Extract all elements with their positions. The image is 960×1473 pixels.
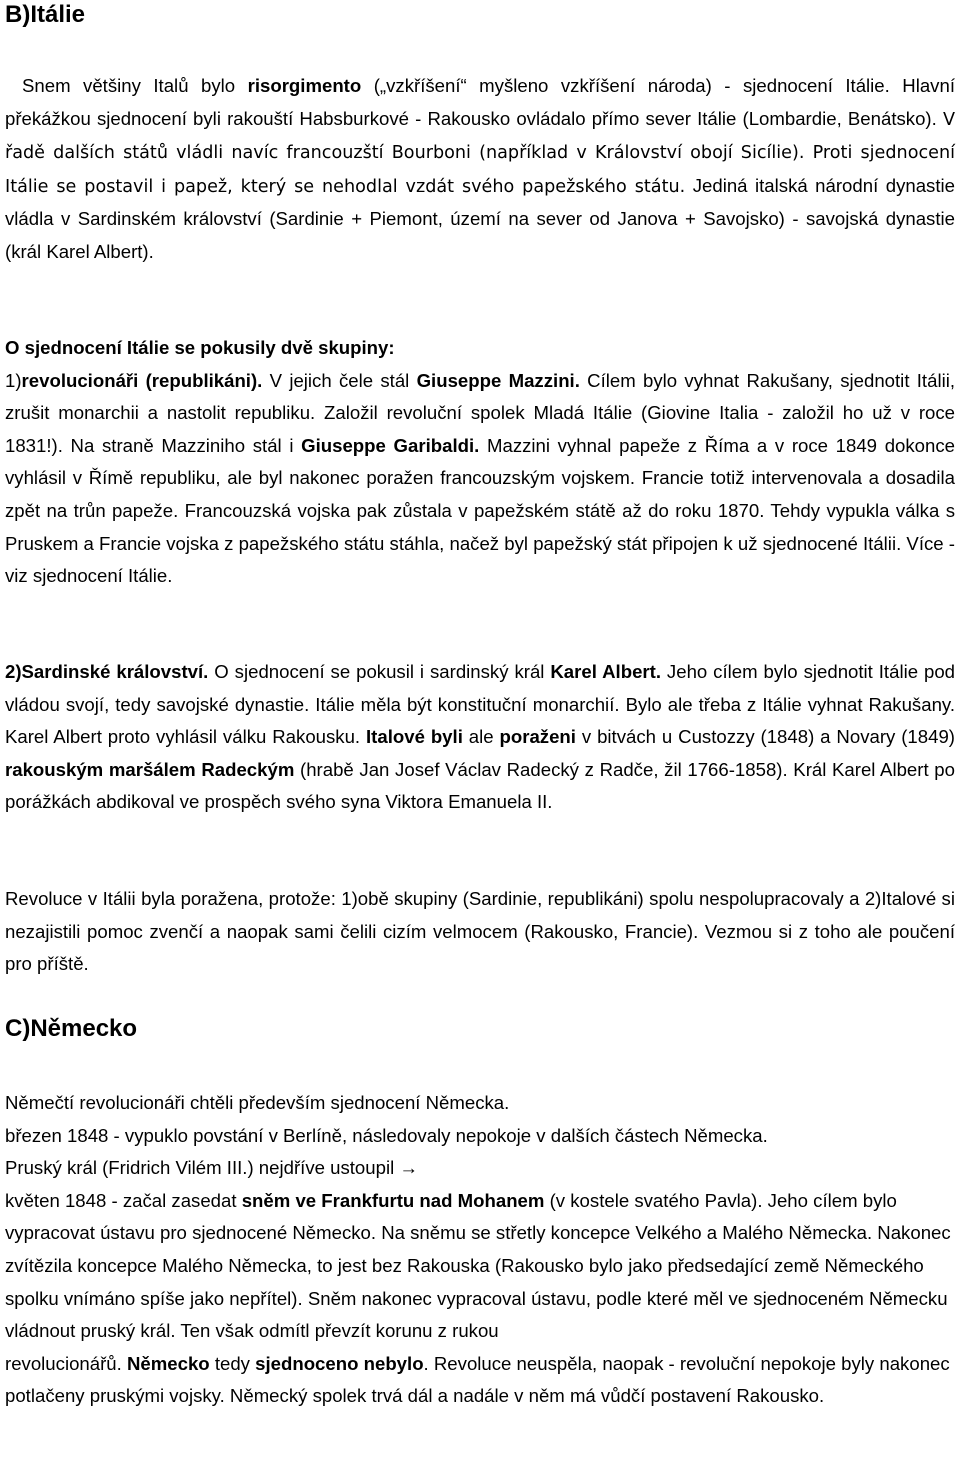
text-run: březen 1848 - vypuklo povstání v Berlíně, následovaly nepokoje v dalších částech Německa. xyxy=(5,1124,768,1146)
text-run: („vzkříšení“ myšleno vzkříšení národa) - sjednocení Itálie. Hlavní překážkou sjednocení byli rakouští Habsburkové - Rakousko ovládalo přímo sever Itálie (Lombardie, Benátsko). xyxy=(5,75,955,129)
text-run: Mazzini vyhnal papeže z Říma a v roce 1849 dokonce vyhlásil v Římě republiku, ale byl nakonec poražen francouzským vojskem. Francie totiž intervenovala a dosadila zpět na trůn papeže. Francouzská vojska pak zůstala v papežském státě až do roku 1870. Tehdy vypukla válka s Pruskem a Francie vojska z papežského státu stáhla, načež byl papežský stát připojen k už sjednocené Itálii. Více - viz sjednocení Itálie. xyxy=(5,434,955,587)
text-run: Pruský král (Fridrich Vilém III.) nejdříve ustoupil → xyxy=(5,1157,418,1179)
paragraph-dve-skupiny xyxy=(5,332,955,593)
text-run: V řadě dalších států vládli navíc francouzští Bourboni (například v Království obojí Sicílie). Proti sjednocení Itálie se postavil i papež, který se nehodlal vzdát svého papežského státu. xyxy=(5,109,955,197)
text-run: Cílem bylo vyhnat Rakušany, sjednotit Itálii, zrušit monarchii a nastolit republiku. Založil revoluční spolek Mladá Itálie (Giovine Italia - založil ho už v roce 1831!). Na straně Mazziniho stál i xyxy=(5,369,956,456)
bold-text-run: 2)Sardinské království. xyxy=(5,661,209,682)
text-run: O sjednocení se pokusil i sardinský král xyxy=(208,661,551,682)
text-run: (v kostele svatého Pavla). Jeho cílem bylo vypracovat ústavu pro sjednocené Německo. Na sněmu se střetly koncepce Velkého a Malého Německa. Nakonec zvítězila koncepce Malého Německa, to jest bez Rakouska (Rakousko bylo jako předsedající země Německého spolku vnímáno spíše jako nepřítel). Sněm nakonec vypracoval ústavu, podle které měl ve sjednoceném Německu vládnout pruský král. Ten však odmítl převzít korunu z rukou xyxy=(5,1189,951,1342)
text-run: ale xyxy=(462,726,500,748)
text-run: Snem většiny Italů bylo xyxy=(22,75,248,96)
paragraph-sardinske-kralovstvi xyxy=(5,656,955,819)
text-run: V jejich čele stál xyxy=(262,369,417,391)
paragraph-revoluce-porazena xyxy=(5,883,955,981)
text-run: Revoluce v Itálii byla poražena, protože: 1)obě skupiny (Sardinie, republikáni) spolu nespolupracovaly a 2)Italové si nezajistili pomoc zvenčí a naopak sami čelili cizím velmocem (Rakousko, Francie). Vezmou si z toho ale poučení pro příště. xyxy=(5,888,955,975)
text-run: 1) xyxy=(5,369,22,391)
paragraph-italie-intro xyxy=(5,70,955,269)
bold-text-run: Německo xyxy=(126,1352,210,1374)
text-run: Jediná italská národní dynastie vládla v Sardinském království (Sardinie + Piemont, území na sever od Janova + Savojsko) - savojská dynastie (král Karel Albert). xyxy=(5,174,955,262)
text-run: Němečtí revolucionáři chtěli především sjednocení Německa. xyxy=(5,1092,510,1113)
text-run: (hrabě Jan Josef Václav Radecký z Radče, žil 1766-1858). Král Karel Albert po porážkách abdikoval ve prospěch svého syna Viktora Emanuela II. xyxy=(5,758,955,813)
bold-text-run: Italové byli xyxy=(366,726,463,748)
text-run: . Revoluce neuspěla, naopak - revoluční nepokoje byly nakonec potlačeny pruskými vojsky. Německý spolek trvá dál a nadále v něm má vůdčí postavení Rakousko. xyxy=(5,1352,950,1407)
bold-text-run: poraženi xyxy=(499,726,576,748)
bold-text-run: O sjednocení Itálie se pokusily dvě skupiny: xyxy=(5,337,395,358)
section-heading-nemecko: C)Německo xyxy=(5,1015,138,1042)
text-run: tedy xyxy=(209,1352,256,1374)
text-run: v bitvách u Custozzy (1848) a Novary (1849) xyxy=(575,726,955,748)
text-run: květen 1848 - začal zasedat xyxy=(5,1189,242,1211)
paragraph-nemecko xyxy=(5,1087,955,1413)
bold-text-run: sjednoceno nebylo xyxy=(255,1352,424,1374)
bold-text-run: risorgimento xyxy=(247,75,362,96)
text-run: Jeho cílem bylo sjednotit Itálie pod vládou svojí, tedy savojské dynastie. Itálie měla být konstituční monarchií. Bylo ale třeba z Itálie vyhnat Rakušany. Karel Albert proto vyhlásil válku Rakousku. xyxy=(5,661,956,748)
text-run: revolucionářů. xyxy=(5,1352,127,1374)
bold-text-run: Giuseppe Garibaldi. xyxy=(301,434,480,456)
bold-text-run: revolucionáři (republikáni). xyxy=(21,369,263,391)
bold-text-run: sněm ve Frankfurtu nad Mohanem xyxy=(241,1189,545,1211)
bold-text-run: rakouským maršálem Radeckým xyxy=(5,758,295,780)
bold-text-run: Karel Albert. xyxy=(550,661,661,682)
section-heading-italie: B)Itálie xyxy=(5,1,86,28)
bold-text-run: Giuseppe Mazzini. xyxy=(416,369,580,391)
